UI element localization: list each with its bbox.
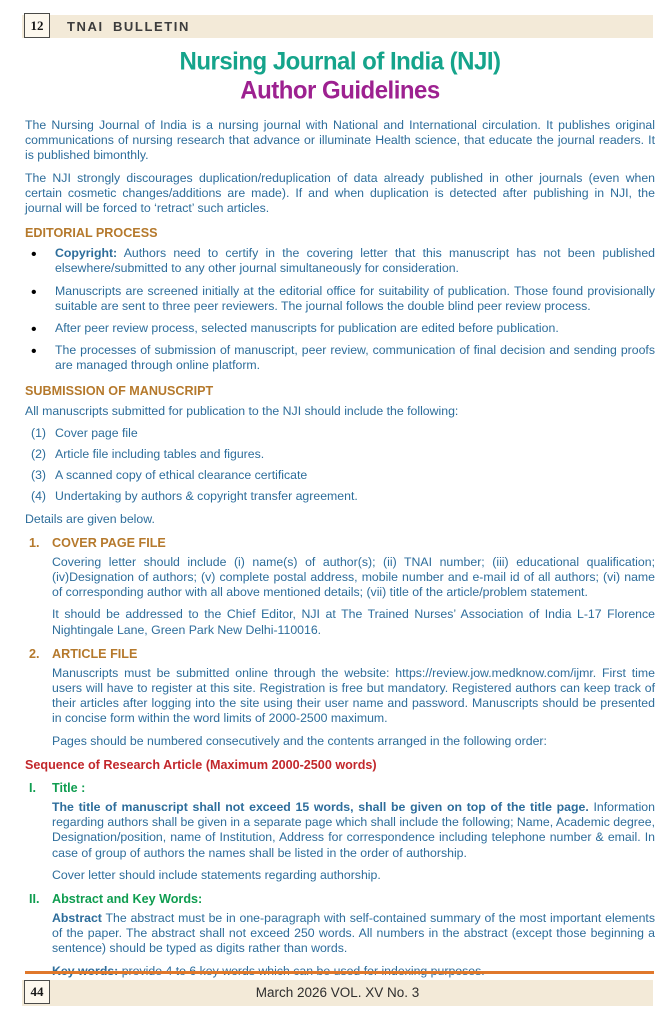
footer-orange-rule [25, 971, 654, 974]
details-note: Details are given below. [25, 511, 155, 526]
section-heading-label: ARTICLE FILE [52, 646, 138, 661]
bullet-text: After peer review process, selected manuscripts for publication are edited before publication. [55, 321, 559, 336]
section-paragraph: Covering letter should include (i) name(s) of author(s); (ii) TNAI number; (iii) educational qualification; (iv)Designation of authors; (v) complete postal address, mobile number and e-mail id of all authors; (vi) name of corresponding author with all above mentioned details; (vii) title of the article/problem statement. [52, 554, 655, 600]
bullet-marker-icon: • [31, 283, 37, 301]
bullet-bold-lead: Copyright: [55, 246, 118, 261]
bullet-text [55, 246, 655, 276]
section-number: 1. [29, 535, 40, 550]
submission-list-item [25, 468, 655, 483]
bullet-text: Manuscripts are screened initially at the editorial office for suitability of publication. Those found provisionally suitable are sent to three peer reviewers. The journal follows the double blind peer review process. [55, 283, 655, 313]
submission-lead: All manuscripts submitted for publication to the NJI should include the following: [25, 403, 459, 418]
header-bar [22, 15, 653, 38]
intro-paragraph-2: The NJI strongly discourages duplication/reduplication of data already published in other journals (even when certain cosmetic changes/additions are made). If and when duplication is detected after publishing in NJI, the journal will be forced to ‘retract’ such articles. [25, 170, 655, 216]
bulletin-title: TNAI BULLETIN [67, 19, 191, 34]
intro-paragraph-1: The Nursing Journal of India is a nursing journal with National and International circulation. It publishes original communications of nursing research that advance or illuminate Health science, that educate the journal readers. It is published bimonthly. [25, 118, 655, 163]
footer-issue-line: March 2026 VOL. XV No. 3 [255, 985, 420, 1000]
item-text: A scanned copy of ethical clearance certificate [55, 468, 308, 483]
bullet-item [25, 284, 655, 314]
paragraph-bold-lead: Abstract [52, 910, 102, 925]
roman-numeral: I. [29, 780, 36, 795]
submission-list-item [25, 447, 655, 462]
roman-paragraph [52, 911, 655, 957]
bullet-body-text: Authors need to certify in the covering letter that this manuscript has not been published elsewhere/submitted to any other journal simultaneously for consideration. [55, 246, 655, 276]
roman-heading-label: Title : [52, 780, 86, 795]
bullet-marker-icon: • [31, 343, 37, 361]
section-number: 2. [29, 646, 40, 661]
main-content [25, 46, 655, 968]
footer-page-number-box [24, 980, 50, 1004]
section-body [52, 666, 655, 749]
item-number: (3) [31, 468, 47, 483]
submission-list-item [25, 489, 655, 504]
section-paragraph: It should be addressed to the Chief Editor, NJI at The Trained Nurses’ Association of India L-17 Florence Nightingale Lane, Green Park New Delhi-110016. [52, 607, 655, 637]
heading-editorial-process: EDITORIAL PROCESS [25, 226, 158, 241]
header-page-number-box [24, 13, 50, 38]
bullet-text: The processes of submission of manuscript, peer review, communication of final decision and sending proofs are managed through online platform. [55, 343, 655, 373]
item-text: Cover page file [55, 425, 138, 440]
journal-title: Nursing Journal of India (NJI) [179, 47, 501, 76]
roman-heading-label: Abstract and Key Words: [52, 891, 203, 906]
section-heading-article-file [25, 647, 655, 661]
header-page-number: 12 [30, 17, 44, 33]
section-heading-cover-page-file [25, 536, 655, 550]
heading-submission-of-manuscript: SUBMISSION OF MANUSCRIPT [25, 383, 214, 398]
bullet-item [25, 321, 655, 339]
footer-bar [22, 980, 653, 1006]
paragraph-bold-lead: The title of manuscript shall not exceed 15 words, shall be given on top of the title page. [52, 799, 589, 814]
roman-section-heading-title [25, 781, 655, 795]
bullet-item [25, 246, 655, 276]
roman-numeral: II. [29, 891, 40, 906]
section-body [52, 555, 655, 638]
bullet-marker-icon: • [31, 246, 37, 264]
author-guidelines-subtitle: Author Guidelines [240, 76, 440, 105]
bullet-marker-icon: • [31, 321, 37, 339]
roman-paragraph: Cover letter should include statements regarding authorship. [52, 867, 381, 882]
section-heading-label: COVER PAGE FILE [52, 535, 166, 550]
roman-paragraph [52, 800, 655, 861]
item-text: Undertaking by authors & copyright transfer agreement. [55, 489, 358, 504]
item-number: (1) [31, 425, 47, 440]
roman-section-body [52, 800, 655, 883]
footer-page-number: 44 [30, 984, 44, 999]
roman-section-heading-abstract [25, 892, 655, 906]
item-text: Article file including tables and figures. [55, 447, 265, 462]
submission-list-item [25, 426, 655, 441]
item-number: (4) [31, 489, 47, 504]
heading-sequence-of-research-article: Sequence of Research Article (Maximum 2000-2500 words) [25, 757, 377, 772]
item-number: (2) [31, 447, 47, 462]
roman-section-body [52, 911, 655, 979]
paragraph-text: Information regarding authors shall be given in a separate page which shall include the following; Name, Academic degree, Designation/position, name of Institution, Address for correspondence including telephone number & email. In case of group of authors the names shall be listed in the order of authorship. [52, 799, 655, 860]
section-paragraph: Manuscripts must be submitted online through the website: https://review.jow.medknow.com/ijmr. First time users will have to register at this site. Registration is free but mandatory. Registered authors can keep track of their articles after logging into the site using their user name and password. Manuscripts should be presented in concise form within the word limits of 2000-2500 maximum. [52, 665, 655, 726]
bullet-item [25, 343, 655, 373]
paragraph-text: The abstract must be in one-paragraph with self-contained summary of the most important elements of the paper. The abstract shall not exceed 250 words. All numbers in the abstract (except those beginning a sentence) should be typed as digits rather than words. [52, 910, 655, 956]
section-paragraph: Pages should be numbered consecutively and the contents arranged in the following order: [52, 733, 547, 748]
